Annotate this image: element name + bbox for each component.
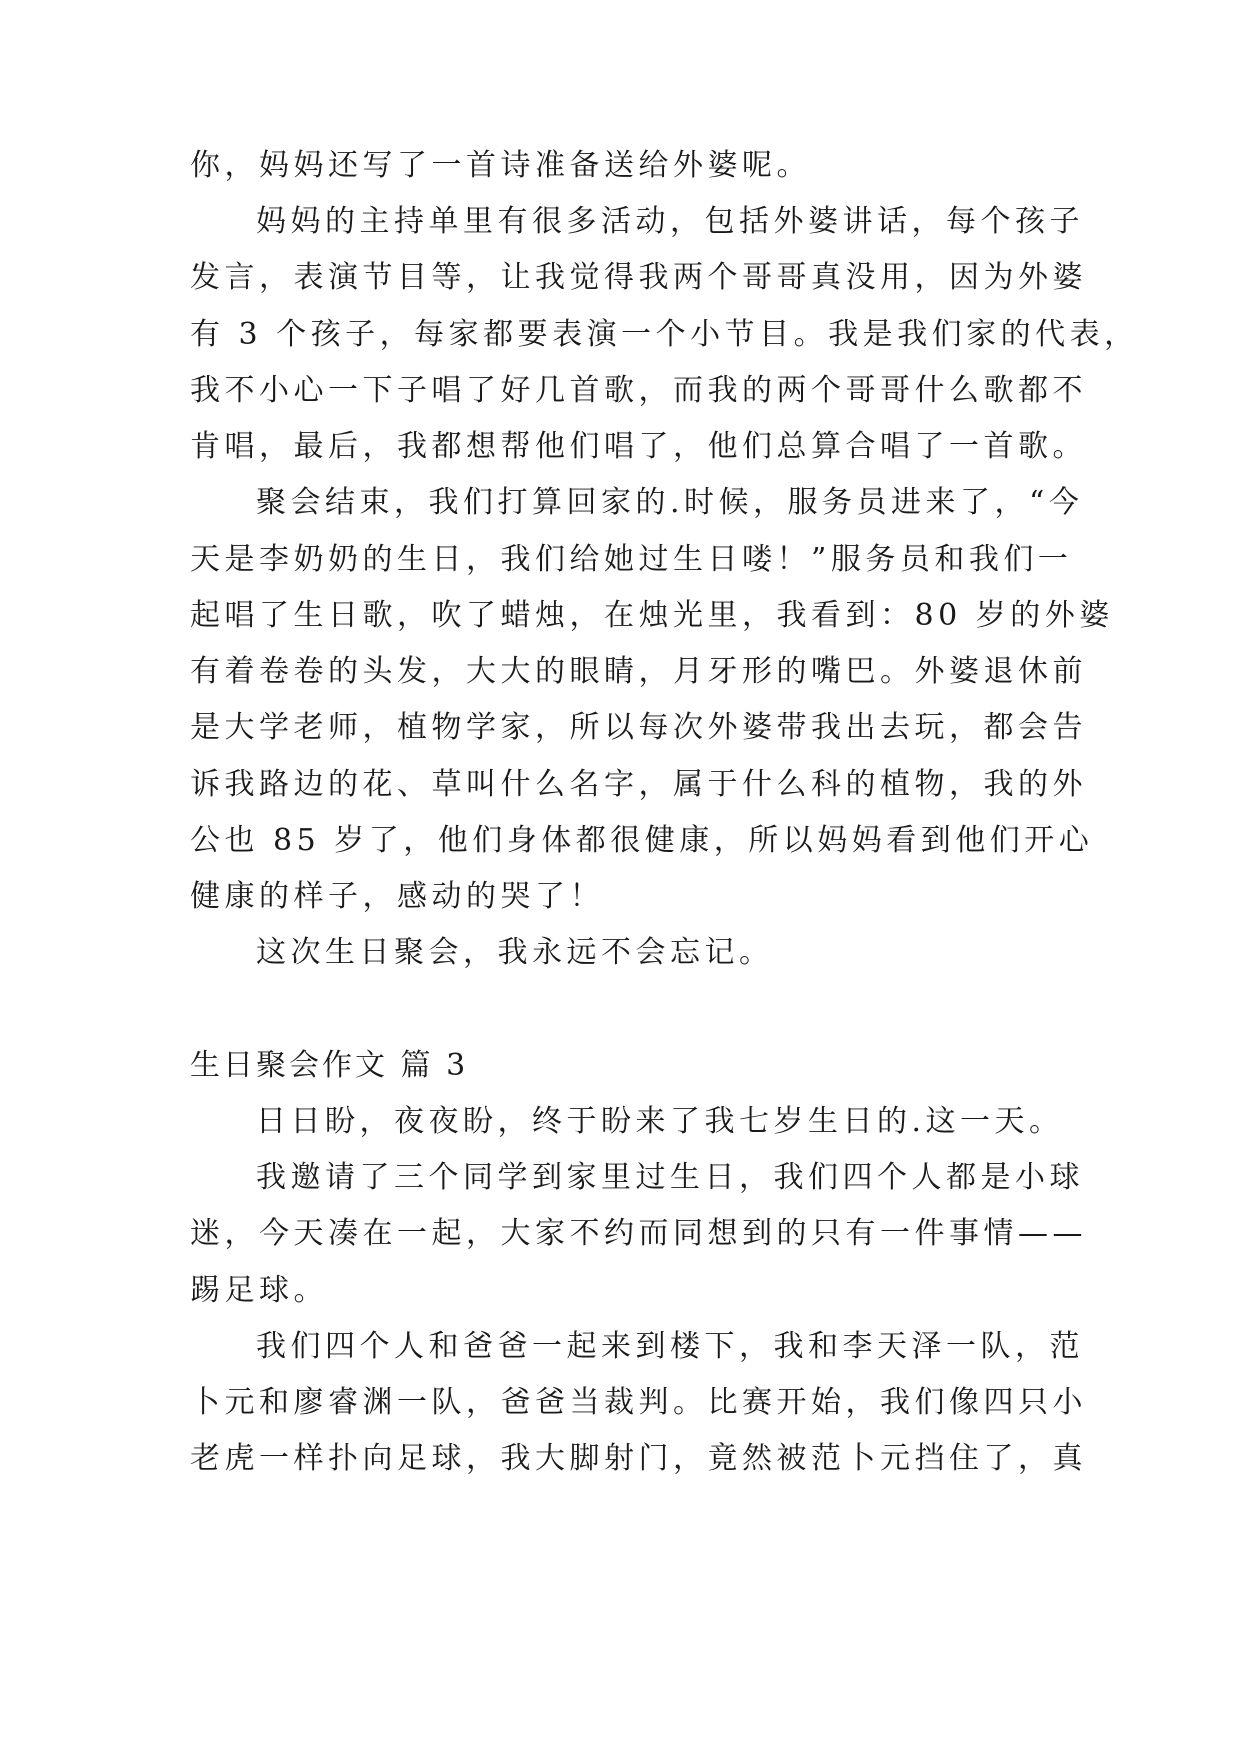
paragraph-line: 踢足球。 [190,1273,328,1308]
paragraph-line: 是大学老师，植物学家，所以每次外婆带我出去玩，都会告 [190,710,1087,745]
paragraph-line: 健康的样子，感动的哭了！ [190,879,604,914]
paragraph-line: 我不小心一下子唱了好几首歌，而我的两个哥哥什么歌都不 [190,373,1087,408]
paragraph-line: 聚会结束，我们打算回家的.时候，服务员进来了，“今 [256,485,1084,520]
paragraph-line: 迷，今天凑在一起，大家不约而同想到的只有一件事情—— [190,1216,1087,1251]
paragraph-line: 我们四个人和爸爸一起来到楼下，我和李天泽一队，范 [256,1329,1084,1364]
section-heading: 生日聚会作文 篇 3 [190,1048,469,1083]
paragraph-line: 有着卷卷的头发，大大的眼睛，月牙形的嘴巴。外婆退休前 [190,654,1087,689]
paragraph-line: 天是李奶奶的生日，我们给她过生日喽！”服务员和我们一 [190,542,1073,577]
paragraph-line: 这次生日聚会，我永远不会忘记。 [256,935,774,970]
paragraph-line: 公也 85 岁了，他们身体都很健康，所以妈妈看到他们开心 [190,823,1094,858]
paragraph-line: 肯唱，最后，我都想帮他们唱了，他们总算合唱了一首歌。 [190,429,1087,464]
paragraph-line: 发言，表演节目等，让我觉得我两个哥哥真没用，因为外婆 [190,260,1087,295]
paragraph-line: 诉我路边的花、草叫什么名字，属于什么科的植物，我的外 [190,767,1087,802]
paragraph-line: 妈妈的主持单里有很多活动，包括外婆讲话，每个孩子 [256,204,1084,239]
paragraph-line: 卜元和廖睿渊一队，爸爸当裁判。比赛开始，我们像四只小 [190,1385,1087,1420]
paragraph-line: 老虎一样扑向足球，我大脚射门，竟然被范卜元挡住了，真 [190,1441,1087,1476]
paragraph-line: 有 3 个孩子，每家都要表演一个小节目。我是我们家的代表， [190,317,1139,352]
paragraph-line: 我邀请了三个同学到家里过生日，我们四个人都是小球 [256,1160,1084,1195]
paragraph-line: 你，妈妈还写了一首诗准备送给外婆呢。 [190,148,811,183]
paragraph-line: 起唱了生日歌，吹了蜡烛，在烛光里，我看到：80 岁的外婆 [190,598,1114,633]
paragraph-line: 日日盼，夜夜盼，终于盼来了我七岁生日的.这一天。 [256,1104,1064,1139]
